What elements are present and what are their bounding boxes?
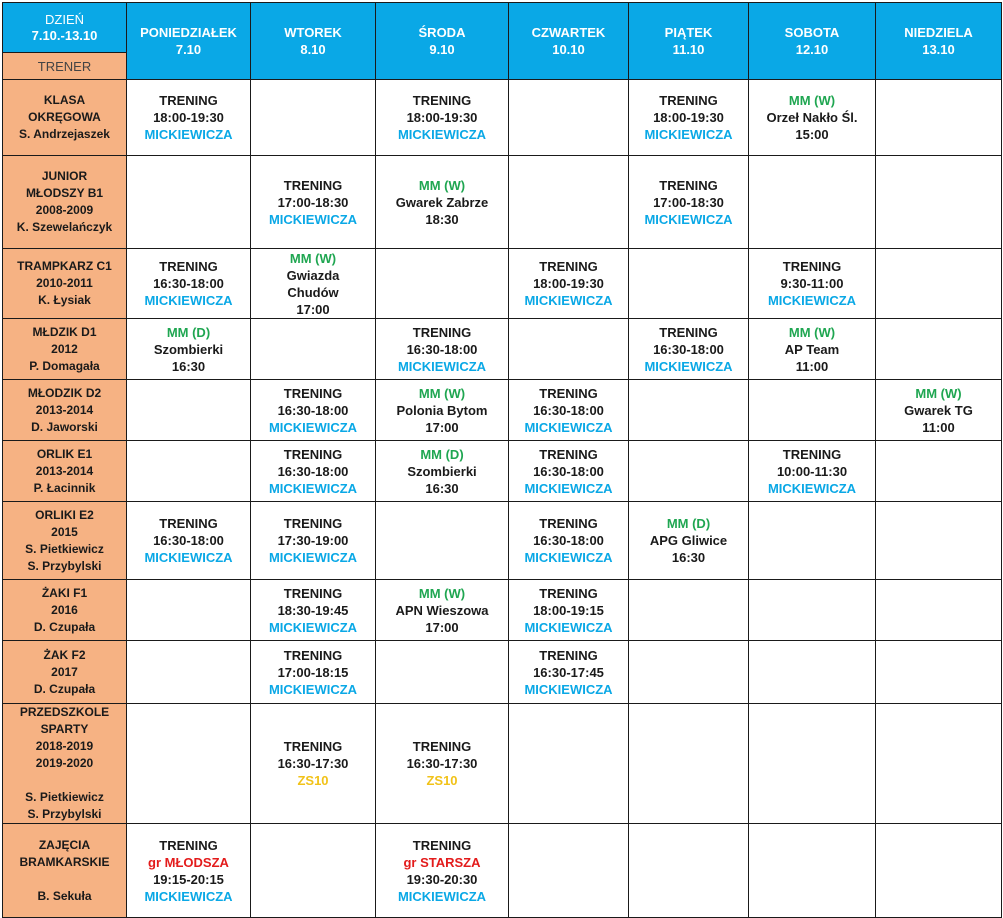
event-line: gr MŁODSZA: [148, 854, 229, 870]
day-name: SOBOTA: [784, 25, 840, 40]
empty-cell: [749, 380, 876, 441]
empty-cell: [629, 580, 749, 641]
event-line: 19:30-20:30: [406, 871, 478, 887]
team-line: 2008-2009: [35, 203, 94, 217]
event-line: MICKIEWICZA: [397, 888, 487, 904]
event-line: TRENING: [283, 585, 343, 601]
event-line: TRENING: [539, 385, 598, 401]
event-line: 16:30-18:00: [533, 463, 604, 479]
event-cell: [749, 249, 876, 319]
team-line: S. Pietkiewicz: [25, 790, 104, 804]
event-line: MICKIEWICZA: [524, 619, 613, 635]
event-line: 9:30-11:00: [780, 276, 844, 291]
team-line: S. Przybylski: [27, 558, 102, 573]
event-line: TRENING: [659, 324, 718, 340]
team-line: D. Jaworski: [31, 419, 98, 434]
empty-cell: [509, 704, 629, 824]
event-line: TRENING: [539, 446, 598, 462]
day-name: NIEDZIELA: [904, 25, 973, 40]
event-line: 18:30: [425, 211, 459, 227]
event-line: 18:30-19:45: [277, 602, 349, 618]
team-spacer: [5, 772, 124, 789]
empty-cell: [876, 704, 1002, 824]
event-cell: [376, 156, 509, 249]
team-line: BRAMKARSKIE: [19, 854, 110, 869]
empty-cell: [749, 156, 876, 249]
event-line: MICKIEWICZA: [144, 888, 233, 904]
team-line: P. Domagała: [29, 358, 100, 373]
event-cell: [629, 80, 749, 156]
day-name: PIĄTEK: [664, 25, 713, 40]
event-line: TRENING: [659, 93, 718, 108]
team-line: 2013-2014: [35, 402, 94, 417]
event-line: TRENING: [412, 739, 472, 754]
empty-cell: [376, 502, 509, 580]
empty-cell: [127, 156, 251, 249]
day-header-fri: [629, 3, 749, 80]
team-line: JUNIOR: [41, 169, 88, 183]
day-header-sun: [876, 3, 1002, 80]
event-line: 19:15-20:15: [153, 871, 224, 887]
team-cell: [3, 380, 127, 441]
team-line: B. Sekuła: [37, 888, 92, 903]
team-line: 2012: [51, 341, 78, 356]
event-line: 16:30-18:00: [406, 341, 478, 357]
event-line: 17:00: [425, 419, 459, 435]
team-line: 2013-2014: [35, 463, 94, 478]
date-range: 7.10.-13.10: [31, 27, 98, 43]
empty-cell: [127, 704, 251, 824]
team-cell: [3, 824, 127, 918]
event-line: 17:00-18:30: [653, 194, 724, 210]
event-line: MICKIEWICZA: [524, 293, 613, 308]
day-header-sat: [749, 3, 876, 80]
event-cell: [749, 319, 876, 380]
event-cell: [251, 156, 376, 249]
event-line: MICKIEWICZA: [524, 480, 613, 496]
event-line: 10:00-11:30: [776, 463, 848, 479]
empty-cell: [749, 580, 876, 641]
event-line: 16:30-18:00: [277, 463, 349, 479]
empty-cell: [629, 824, 749, 918]
event-cell: [127, 824, 251, 918]
team-row: [3, 502, 1002, 580]
empty-cell: [876, 80, 1002, 156]
day-date: 12.10: [795, 42, 829, 57]
event-line: TRENING: [283, 739, 343, 754]
event-line: 16:30-18:00: [277, 402, 349, 418]
event-cell: [127, 502, 251, 580]
team-line: ŻAKI F1: [41, 585, 88, 600]
empty-cell: [509, 80, 629, 156]
event-line: TRENING: [159, 259, 218, 274]
event-line: 16:30-17:45: [533, 664, 604, 680]
team-line: 2018-2019: [35, 739, 94, 753]
event-line: 16:30-18:00: [153, 276, 224, 291]
day-date: 13.10: [922, 42, 955, 57]
event-line: TRENING: [412, 837, 472, 853]
event-line: MICKIEWICZA: [644, 358, 733, 374]
day-header-mon: [127, 3, 251, 80]
event-line: TRENING: [283, 177, 343, 193]
team-line: 2019-2020: [35, 756, 94, 770]
event-line: 16:30-18:00: [533, 533, 604, 548]
team-row: [3, 580, 1002, 641]
empty-cell: [127, 641, 251, 704]
event-line: 17:00: [296, 301, 330, 317]
team-line: P. Łacinnik: [33, 480, 96, 495]
team-row: [3, 824, 1002, 918]
event-line: MICKIEWICZA: [524, 681, 613, 697]
event-line: ZS10: [297, 773, 329, 788]
day-name: WTOREK: [284, 25, 342, 40]
event-line: MM (W): [418, 177, 466, 193]
team-cell: [3, 441, 127, 502]
team-line: TRAMPKARZ C1: [17, 259, 112, 273]
event-line: 18:00-19:30: [406, 110, 478, 125]
event-cell: [251, 580, 376, 641]
team-line: S. Przybylski: [27, 807, 102, 821]
event-line: TRENING: [659, 177, 718, 193]
event-line: 18:00-19:30: [533, 276, 604, 291]
team-line: ZAJĘCIA: [38, 837, 91, 852]
day-header-wed: [376, 3, 509, 80]
team-line: 2017: [51, 664, 78, 679]
empty-cell: [876, 641, 1002, 704]
event-line: MICKIEWICZA: [268, 550, 358, 565]
event-line: MICKIEWICZA: [144, 293, 233, 308]
event-line: MICKIEWICZA: [767, 480, 857, 496]
event-line: 16:30-18:00: [533, 402, 604, 418]
team-cell: [3, 704, 127, 824]
empty-cell: [749, 641, 876, 704]
trainer-header: TRENER: [3, 53, 127, 80]
event-line: MM (W): [788, 93, 836, 108]
event-cell: [629, 156, 749, 249]
event-line: AP Team: [784, 341, 840, 357]
team-line: D. Czupała: [33, 681, 96, 696]
event-line: MM (W): [788, 324, 836, 340]
event-cell: [127, 319, 251, 380]
event-line: MICKIEWICZA: [524, 550, 613, 565]
event-line: 16:30-18:00: [153, 533, 224, 548]
team-line: ŻAK F2: [43, 647, 86, 662]
team-line: S. Pietkiewicz: [25, 541, 104, 556]
event-cell: [509, 502, 629, 580]
team-row: [3, 380, 1002, 441]
team-line: ORLIK E1: [36, 446, 93, 461]
event-line: MM (W): [418, 385, 466, 401]
event-line: TRENING: [412, 93, 472, 108]
event-line: 16:30-18:00: [653, 341, 724, 357]
event-line: MM (W): [418, 585, 466, 601]
empty-cell: [876, 441, 1002, 502]
event-line: 16:30: [171, 358, 206, 374]
event-line: 17:00: [425, 619, 459, 635]
event-cell: [251, 502, 376, 580]
empty-cell: [509, 824, 629, 918]
event-cell: [251, 441, 376, 502]
event-cell: [749, 80, 876, 156]
day-date: 9.10: [429, 42, 455, 57]
empty-cell: [749, 502, 876, 580]
team-line: MŁODZIK D2: [27, 385, 102, 400]
event-line: MICKIEWICZA: [644, 127, 733, 142]
team-cell: [3, 580, 127, 641]
day-label: DZIEŃ: [45, 11, 84, 27]
team-cell: [3, 80, 127, 156]
event-line: TRENING: [159, 837, 218, 853]
empty-cell: [251, 319, 376, 380]
team-row: [3, 441, 1002, 502]
event-line: 15:00: [795, 127, 829, 142]
event-line: MICKIEWICZA: [644, 211, 733, 227]
event-line: Gwarek Zabrze: [395, 194, 489, 210]
day-date: 11.10: [672, 42, 705, 57]
empty-cell: [509, 319, 629, 380]
empty-cell: [629, 641, 749, 704]
event-cell: [629, 502, 749, 580]
day-header-thu: [509, 3, 629, 80]
event-line: TRENING: [539, 585, 598, 601]
empty-cell: [376, 641, 509, 704]
event-line: Polonia Bytom: [396, 402, 488, 418]
event-line: APN Wieszowa: [395, 602, 489, 618]
team-line: KLASA: [43, 93, 86, 107]
empty-cell: [376, 249, 509, 319]
day-date: 10.10: [552, 42, 585, 57]
event-line: TRENING: [782, 446, 842, 462]
event-cell: [127, 249, 251, 319]
event-line: Szombierki: [153, 341, 224, 357]
team-cell: [3, 249, 127, 319]
event-line: TRENING: [539, 647, 598, 663]
day-date: 7.10: [175, 42, 202, 57]
event-line: TRENING: [283, 446, 343, 462]
event-cell: [509, 641, 629, 704]
day-header-tue: [251, 3, 376, 80]
event-line: Szombierki: [407, 463, 477, 479]
day-date: 8.10: [300, 42, 326, 57]
event-line: Gwarek TG: [904, 402, 973, 418]
event-cell: [127, 80, 251, 156]
event-line: TRENING: [539, 259, 598, 274]
team-cell: [3, 641, 127, 704]
empty-cell: [749, 704, 876, 824]
team-line: SPARTY: [40, 722, 89, 736]
team-line: ORLIKI E2: [35, 507, 94, 522]
empty-cell: [251, 824, 376, 918]
event-line: MICKIEWICZA: [397, 127, 487, 142]
event-line: MICKIEWICZA: [767, 293, 857, 308]
empty-cell: [509, 156, 629, 249]
empty-cell: [629, 441, 749, 502]
event-line: 16:30: [425, 480, 459, 496]
team-row: [3, 156, 1002, 249]
empty-cell: [876, 156, 1002, 249]
event-line: 17:00-18:30: [277, 194, 349, 210]
event-line: 18:00-19:30: [653, 110, 724, 125]
team-spacer: [5, 871, 124, 888]
event-line: 16:30-17:30: [277, 756, 349, 771]
empty-cell: [876, 824, 1002, 918]
event-line: ZS10: [426, 773, 458, 788]
day-range-header: [3, 3, 127, 53]
event-line: 18:00-19:30: [153, 110, 224, 125]
empty-cell: [876, 502, 1002, 580]
event-line: 17:30-19:00: [277, 533, 349, 548]
team-row: [3, 704, 1002, 824]
event-line: MICKIEWICZA: [144, 127, 233, 142]
event-cell: [749, 441, 876, 502]
event-cell: [376, 441, 509, 502]
empty-cell: [127, 441, 251, 502]
event-cell: [509, 441, 629, 502]
team-line: D. Czupała: [33, 619, 96, 634]
team-cell: [3, 319, 127, 380]
event-line: TRENING: [283, 516, 343, 531]
empty-cell: [127, 380, 251, 441]
event-line: MM (D): [420, 446, 464, 462]
event-line: MICKIEWICZA: [268, 211, 358, 227]
event-cell: [376, 580, 509, 641]
empty-cell: [127, 580, 251, 641]
event-line: TRENING: [539, 516, 598, 531]
event-line: TRENING: [283, 647, 343, 663]
event-cell: [509, 380, 629, 441]
empty-cell: [629, 704, 749, 824]
team-cell: [3, 156, 127, 249]
event-line: TRENING: [159, 93, 218, 108]
empty-cell: [251, 80, 376, 156]
empty-cell: [629, 249, 749, 319]
event-line: MM (D): [166, 324, 211, 340]
team-line: MŁDZIK D1: [32, 324, 97, 339]
team-row: [3, 319, 1002, 380]
event-cell: [876, 380, 1002, 441]
event-cell: [376, 80, 509, 156]
event-line: Orzeł Nakło Śl.: [766, 110, 858, 125]
event-line: 11:00: [922, 419, 955, 435]
event-cell: [629, 319, 749, 380]
team-row: [3, 641, 1002, 704]
empty-cell: [876, 580, 1002, 641]
team-line: K. Łysiak: [38, 293, 91, 307]
empty-cell: [629, 380, 749, 441]
day-name: PONIEDZIAŁEK: [140, 25, 237, 40]
empty-cell: [876, 249, 1002, 319]
event-line: 16:30-17:30: [406, 756, 478, 771]
event-line: MM (W): [289, 250, 337, 266]
event-line: 18:00-19:15: [533, 602, 604, 618]
event-cell: [251, 249, 376, 319]
event-line: MICKIEWICZA: [268, 681, 358, 697]
team-line: MŁODSZY B1: [25, 186, 104, 200]
event-cell: [251, 704, 376, 824]
team-line: K. Szewelańczyk: [16, 220, 113, 234]
event-line: MICKIEWICZA: [524, 419, 613, 435]
day-name: ŚRODA: [418, 25, 466, 40]
event-cell: [251, 380, 376, 441]
event-line: MICKIEWICZA: [397, 358, 487, 374]
event-cell: [376, 704, 509, 824]
event-line: MICKIEWICZA: [268, 419, 358, 435]
weekly-training-schedule: [2, 2, 1002, 918]
event-cell: [376, 824, 509, 918]
event-line: 17:00-18:15: [277, 664, 349, 680]
team-line: PRZEDSZKOLE: [19, 705, 110, 719]
event-line: MICKIEWICZA: [268, 619, 358, 635]
event-line: MICKIEWICZA: [144, 550, 233, 565]
event-cell: [376, 319, 509, 380]
event-line: TRENING: [782, 259, 842, 274]
event-line: gr STARSZA: [403, 854, 481, 870]
event-line: MM (W): [915, 385, 962, 401]
event-line: Chudów: [287, 284, 339, 300]
event-cell: [509, 249, 629, 319]
day-name: CZWARTEK: [531, 25, 606, 40]
event-cell: [376, 380, 509, 441]
empty-cell: [749, 824, 876, 918]
event-line: TRENING: [159, 516, 218, 531]
event-line: 16:30: [671, 550, 706, 565]
event-line: Gwiazda: [286, 267, 340, 283]
team-line: 2010-2011: [36, 276, 93, 290]
empty-cell: [876, 319, 1002, 380]
event-line: MM (D): [666, 516, 711, 531]
team-line: S. Andrzejaszek: [19, 127, 110, 141]
event-line: MICKIEWICZA: [268, 480, 358, 496]
event-cell: [509, 580, 629, 641]
event-line: APG Gliwice: [649, 533, 728, 548]
event-cell: [251, 641, 376, 704]
team-line: 2016: [51, 602, 78, 617]
event-line: 11:00: [795, 358, 829, 374]
team-line: OKRĘGOWA: [28, 110, 101, 124]
team-row: [3, 249, 1002, 319]
event-line: TRENING: [283, 385, 343, 401]
team-line: 2015: [51, 524, 78, 539]
team-cell: [3, 502, 127, 580]
team-row: [3, 80, 1002, 156]
event-line: TRENING: [412, 324, 472, 340]
